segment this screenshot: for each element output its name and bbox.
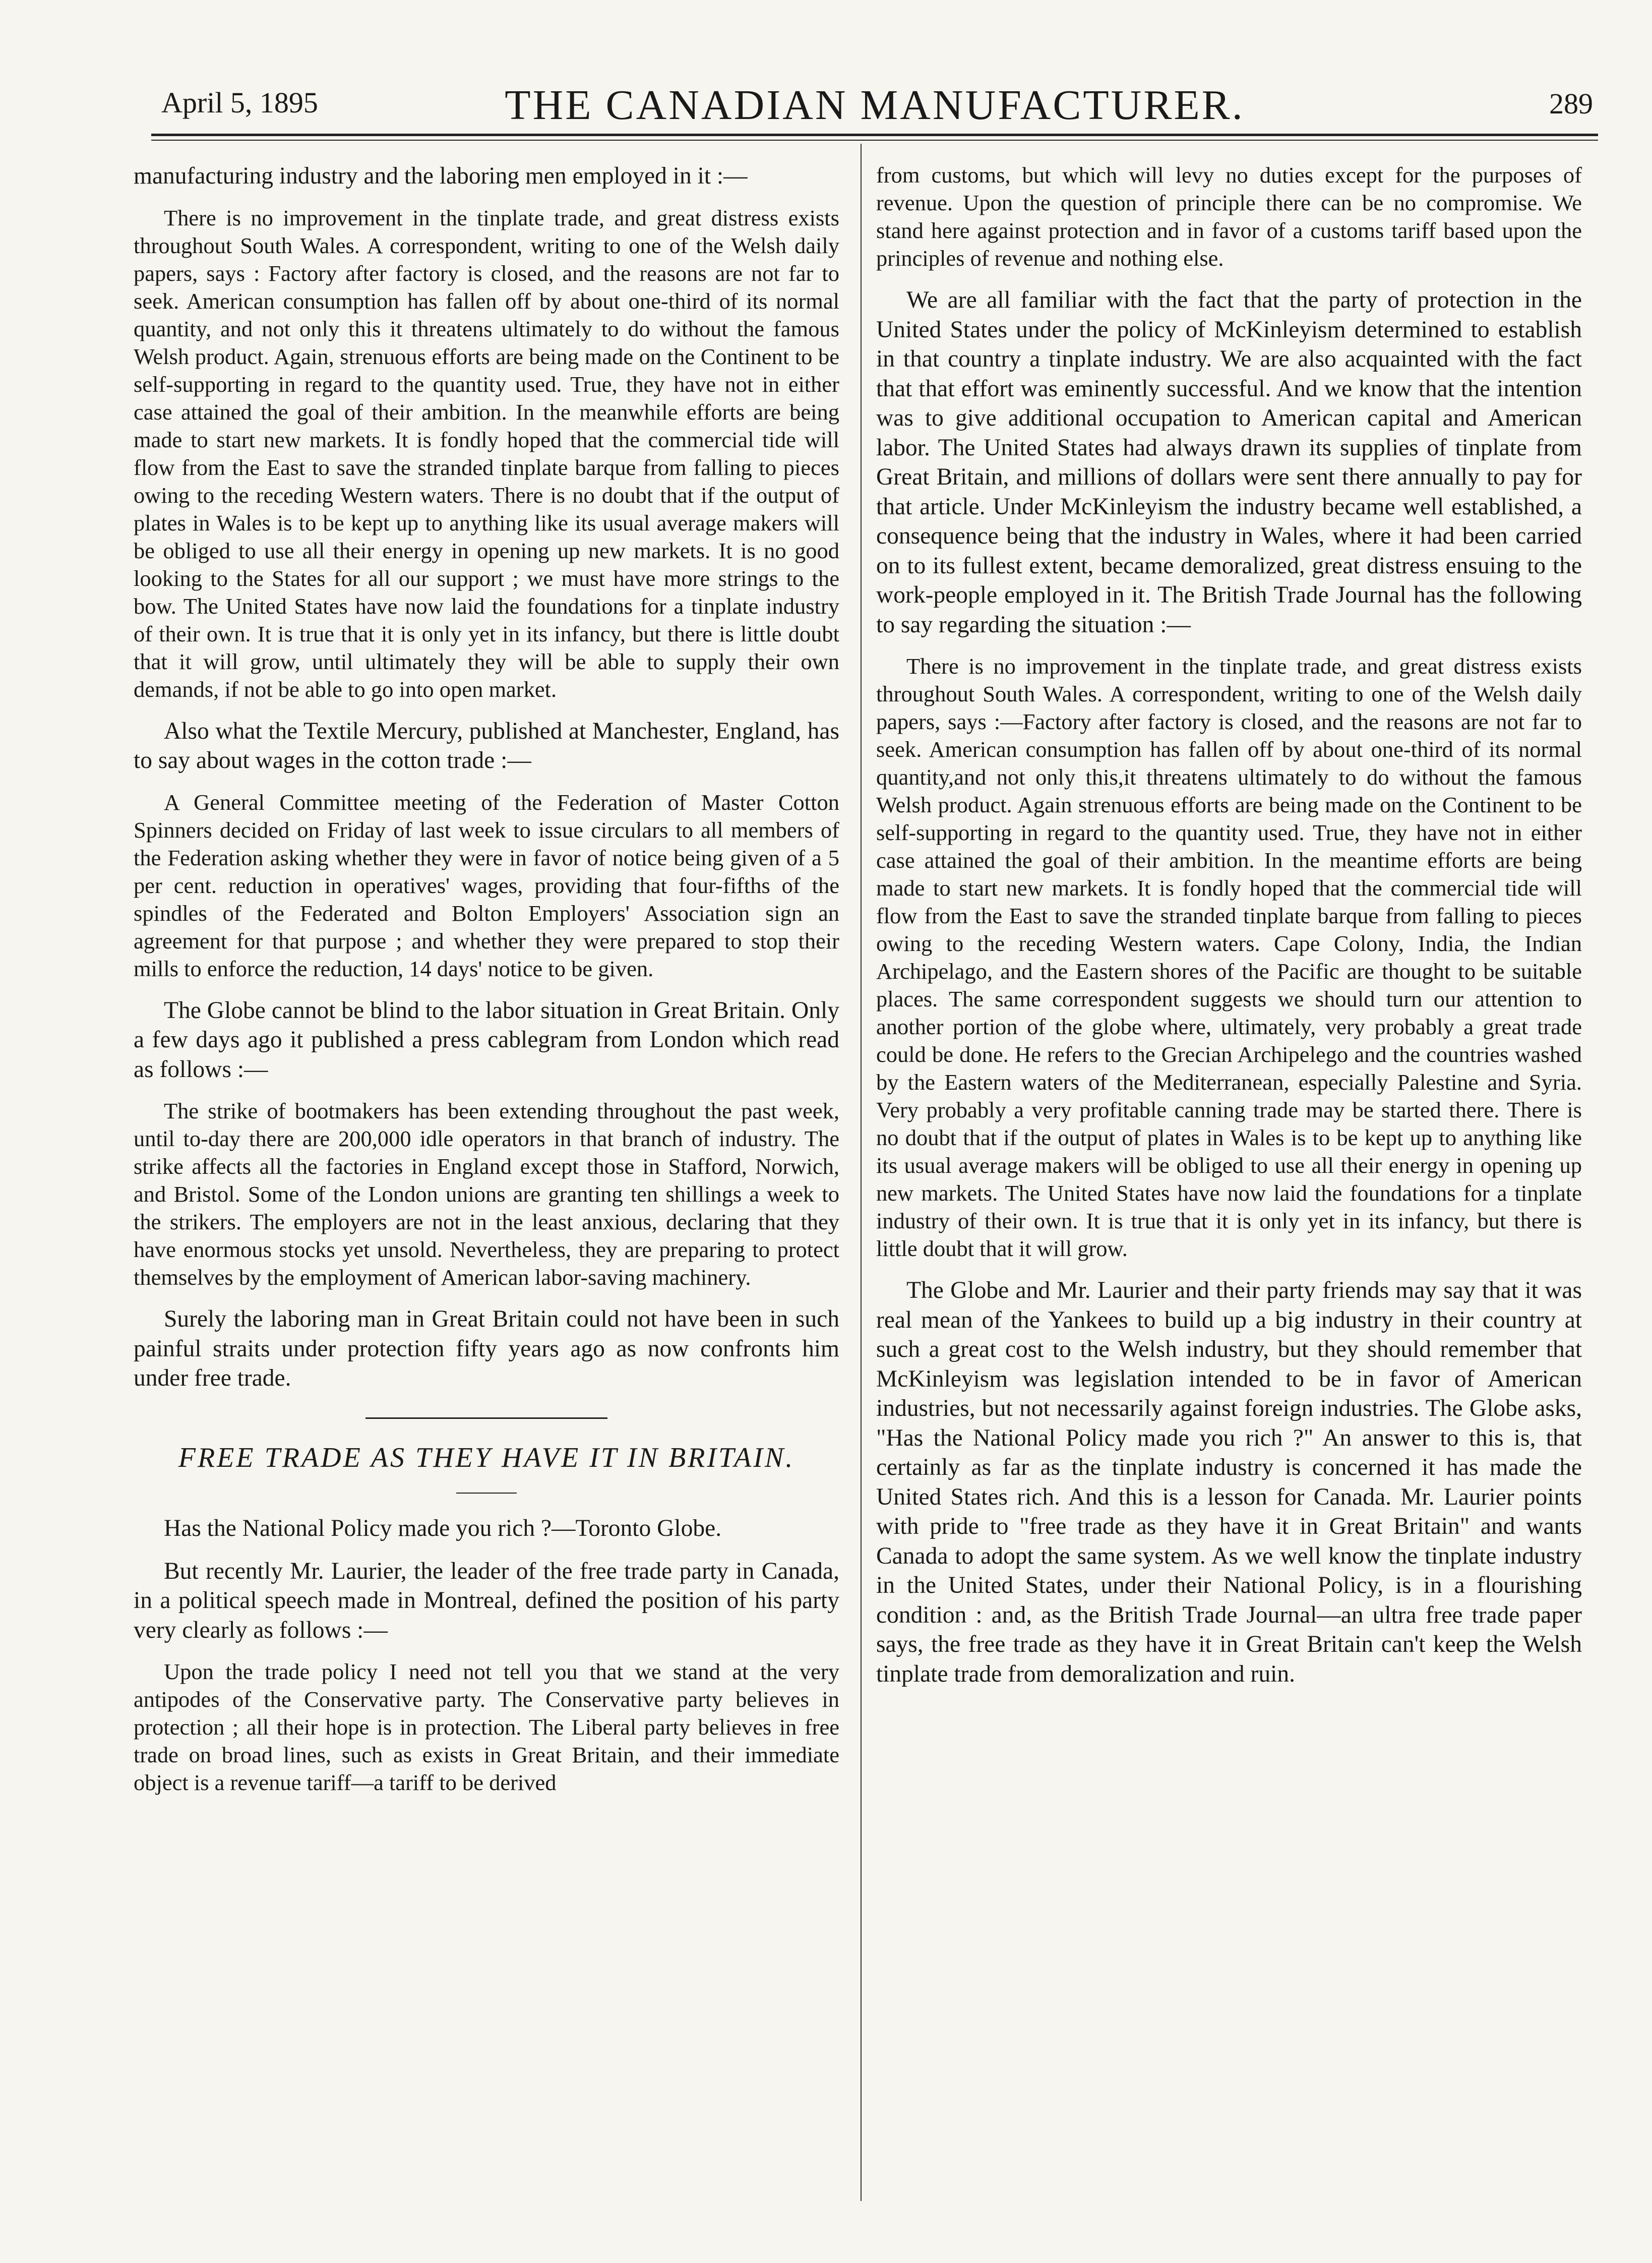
quoted-paragraph: There is no improvement in the tinplate trade, and great distress exists throughout South Wales. A correspondent, writing to one of the Welsh daily papers, says : Factory after factory is closed, and the reasons are not far to seek. American consumption has fallen off by about one-third of its normal quantity, and not only this it threatens ultimately to do without the famous Welsh product. Again, strenuous efforts are being made on the Continent to be self-supporting in regard to the quantity used. True, they have not in either case attained the goal of their ambition. In the meanwhile efforts are being made to start new markets. It is fondly hoped that the commercial tide will flow from the East to save the stranded tinplate barque from falling to pieces owing to the receding Western waters. There is no doubt that if the output of plates in Wales is to be kept up to anything like its usual average makers will be obliged to use all their energy in opening up new markets. It is no good looking to the States for all our support ; we must have more strings to the bow. The United States have now laid the foundations for a tinplate industry of their own. It is true that it is only yet in its infancy, but there is little doubt that it will grow, until ultimately they will be able to supply their own demands, if not be able to go into open market. — [134, 205, 839, 702]
quoted-paragraph: Upon the trade policy I need not tell you that we stand at the very antipodes of the Conservative party. The Conservative party believes in protection ; all their hope is in protection. The Liberal party believes in free trade on broad lines, such as exists in Great Britain, and their immediate object is a revenue tariff—a tariff to be derived — [134, 1659, 839, 1795]
paragraph: But recently Mr. Laurier, the leader of the free trade party in Canada, in a political speech made in Montreal, defined the position of his party very clearly as follows :— — [134, 1558, 839, 1643]
paragraph: Surely the laboring man in Great Britain could not have been in such painful straits under protection fifty years ago as now confronts him under free trade. — [134, 1306, 839, 1391]
right-column — [876, 161, 1582, 1702]
heading-rule — [456, 1493, 517, 1494]
paragraph: Has the National Policy made you rich ?—Toronto Globe. — [164, 1515, 722, 1541]
header-rule-thin — [151, 140, 1598, 141]
paragraph: We are all familiar with the fact that the party of protection in the United States under the policy of McKinleyism determined to establish in that country a tinplate industry. We are also acquainted with the fact that that effort was eminently successful. And we know that the intention was to give additional occupation to American capital and American labor. The United States had always drawn its supplies of tinplate from Great Britain, and millions of dollars were sent there annually to pay for that article. Under McKinleyism the industry became well established, a consequence being that the industry in Wales, where it had been carried on to its fullest extent, became demoralized, great distress ensuing to the work-people employed in it. The British Trade Journal has the following to say regarding the situation :— — [876, 287, 1582, 638]
paragraph: Also what the Textile Mercury, published at Manchester, England, has to say about wages in the cotton trade :— — [134, 718, 839, 773]
quoted-paragraph: from customs, but which will levy no duties except for the purposes of revenue. Upon the question of principle there can be no compromise. We stand here against protection and in favor of a customs tariff based upon the principles of revenue and nothing else. — [876, 162, 1582, 271]
quoted-paragraph: There is no improvement in the tinplate trade, and great distress exists throughout South Wales. A correspondent, writing to one of the Welsh daily papers, says :—Factory after factory is closed, and the reasons are not far to seek. American consumption has fallen off by about one-third of its normal quantity,and not only this,it threatens ultimately to do without the famous Welsh product. Again strenuous efforts are being made on the Continent to be self-supporting in regard to the quantity used. True, they have not in either case attained the goal of their ambition. In the meantime efforts are being made to start new markets. It is fondly hoped that the commercial tide will flow from the East to save the stranded tinplate barque from falling to pieces owing to the receding Western waters. Cape Colony, India, the Indian Archipelago, and the Eastern shores of the Pacific are thought to be suitable places. The same correspondent suggests we should turn our attention to another portion of the globe where, ultimately, very probably a great trade could be done. He refers to the Grecian Archipelego and the countries washed by the Eastern waters of the Mediterranean, especially Palestine and Syria. Very probably a very profitable canning trade may be started there. There is no doubt that if the output of plates in Wales is to be kept up to anything like its usual average makers will be obliged to use all their energy in opening up new markets. The United States have now laid the foundations for a tinplate industry of their own. It is true that it is only yet in its infancy, but there is little doubt that it will grow. — [876, 653, 1582, 1261]
article-heading: FREE TRADE AS THEY HAVE IT IN BRITAIN. — [178, 1442, 795, 1473]
header-rule-thick — [151, 134, 1598, 136]
running-head — [151, 71, 1598, 141]
paragraph: The Globe cannot be blind to the labor situation in Great Britain. Only a few days ago it published a press cablegram from London which read as follows :— — [134, 997, 839, 1083]
quoted-paragraph: A General Committee meeting of the Federation of Master Cotton Spinners decided on Friday of last week to issue circulars to all members of the Federation asking whether they were in favor of notice being given of a 5 per cent. reduction in operatives' wages, providing that four-fifths of the spindles of the Federated and Bolton Employers' Association sign an agreement for that purpose ; and whether they were prepared to stop their mills to enforce the reduction, 14 days' notice to be given. — [134, 789, 839, 981]
left-column — [134, 161, 839, 1810]
issue-date: April 5, 1895 — [161, 86, 318, 119]
publication-title: THE CANADIAN MANUFACTURER. — [505, 82, 1245, 129]
column-divider — [861, 144, 862, 2201]
page-number: 289 — [1549, 87, 1593, 120]
section-divider — [365, 1417, 607, 1419]
paragraph: The Globe and Mr. Laurier and their party friends may say that it was real mean of the Yankees to build up a big industry in their country at such a great cost to the Welsh industry, but they should remember that McKinleyism was legislation intended to be in favor of American industries, but not necessarily against foreign industries. The Globe asks, "Has the National Policy made you rich ?" An answer to this is, that certainly as far as the tinplate industry is concerned it has made the United States rich. And this is a lesson for Canada. Mr. Laurier points with pride to "free trade as they have it in Great Britain" and wants Canada to adopt the same system. As we well know the tinplate industry in the United States, under their National Policy, is in a flourishing condition : and, as the British Trade Journal—an ultra free trade paper says, the free trade as they have it in Great Britain can't keep the Welsh tinplate trade from demoralization and ruin. — [876, 1277, 1582, 1687]
paragraph: manufacturing industry and the laboring men employed in it :— — [134, 163, 748, 189]
quoted-paragraph: The strike of bootmakers has been extending throughout the past week, until to-day there are 200,000 idle operators in that branch of industry. The strike affects all the factories in England except those in Stafford, Norwich, and Bristol. Some of the London unions are granting ten shillings a week to the strikers. The employers are not in the least anxious, declaring that they have enormous stocks yet unsold. Nevertheless, they are preparing to protect themselves by the employment of American labor-saving machinery. — [134, 1098, 839, 1290]
